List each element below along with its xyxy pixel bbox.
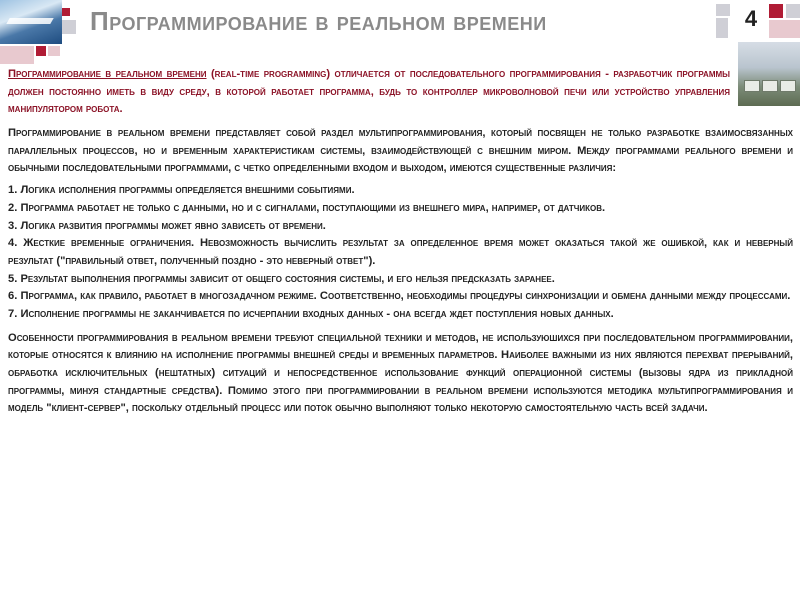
list-item: 1. Логика исполнения программы определяется внешними событиями. (8, 184, 355, 197)
deco-square (769, 20, 800, 38)
differences-list (8, 182, 793, 324)
deco-square (769, 4, 783, 18)
list-item: 3. Логика развития программы может явно зависеть от времени. (8, 219, 326, 232)
deco-square (48, 46, 60, 56)
intro-term: Программирование в реальном времени (8, 68, 207, 80)
deco-square (62, 8, 70, 16)
list-item: 5. Результат выполнения программы зависит от общего состояния системы, и его нельзя предсказать заранее. (8, 272, 555, 285)
header-photo-left (0, 0, 62, 44)
deco-square (0, 46, 34, 64)
deco-square (786, 4, 800, 18)
list-item: 6. Программа, как правило, работает в многозадачном режиме. Соответственно, необходимы процедуры синхронизации и обмена данными между процессами. (8, 290, 791, 303)
list-item: 2. Программа работает не только с данными, но и с сигналами, поступающими из внешнего мира, например, от датчиков. (8, 201, 606, 214)
slide-content (8, 66, 793, 422)
list-item: 7. Исполнение программы не заканчивается по исчерпании входных данных - она всегда ждет поступления новых данных. (8, 307, 614, 320)
intro-text: (real-time programming) отличается от последовательного программирования - разработчик программы должен постоянно иметь в виду среду, в которой работает программа, будь то контроллер микроволновой печи или устройство управления манипулятором робота. (8, 68, 730, 116)
paragraph-features: Особенности программирования в реальном времени требуют специальной техники и методов, не используюшихся при последовательном программировании, которые относятся к влиянию на исполнение программы внешней среды и временных параметров. Наиболее важными из них являются перехват прерываний, обработка исключительных (нештатных) ситуаций и непосредственное использование функций операционной системы (вызовы ядра из прикладной программы, минуя стандартные средства). Помимо этого при программировании в реальном времени используются методика мультипрограммирования и модель "клиент-сервер", поскольку отдельный процесс или поток обычно выполняют только некоторую самостоятельную часть всей задачи. (8, 331, 793, 415)
deco-square (36, 46, 46, 56)
deco-square (62, 20, 76, 34)
deco-square (716, 18, 728, 38)
paragraph-definition: Программирование в реальном времени представляет собой раздел мультипрограммирования, который посвящен не только разработке взаимосвязанных параллельных процессов, но и временным характеристикам системы, взаимодействующей с внешним миром. Между программами реального времени и обычными последовательными программами, с четко определенными входом и выходом, имеются существенные различия: (8, 127, 793, 175)
page-title: Программирование в реальном времени (90, 6, 547, 36)
page-number: 4 (744, 6, 758, 31)
list-item: 4. Жесткие временные ограничения. Невозможность вычислить результат за определенное время может оказаться такой же ошибкой, как и неверный результат ("правильный ответ, полученный поздно - это неверный ответ"). (8, 237, 794, 267)
deco-square (716, 4, 730, 16)
intro-paragraph (8, 66, 730, 119)
